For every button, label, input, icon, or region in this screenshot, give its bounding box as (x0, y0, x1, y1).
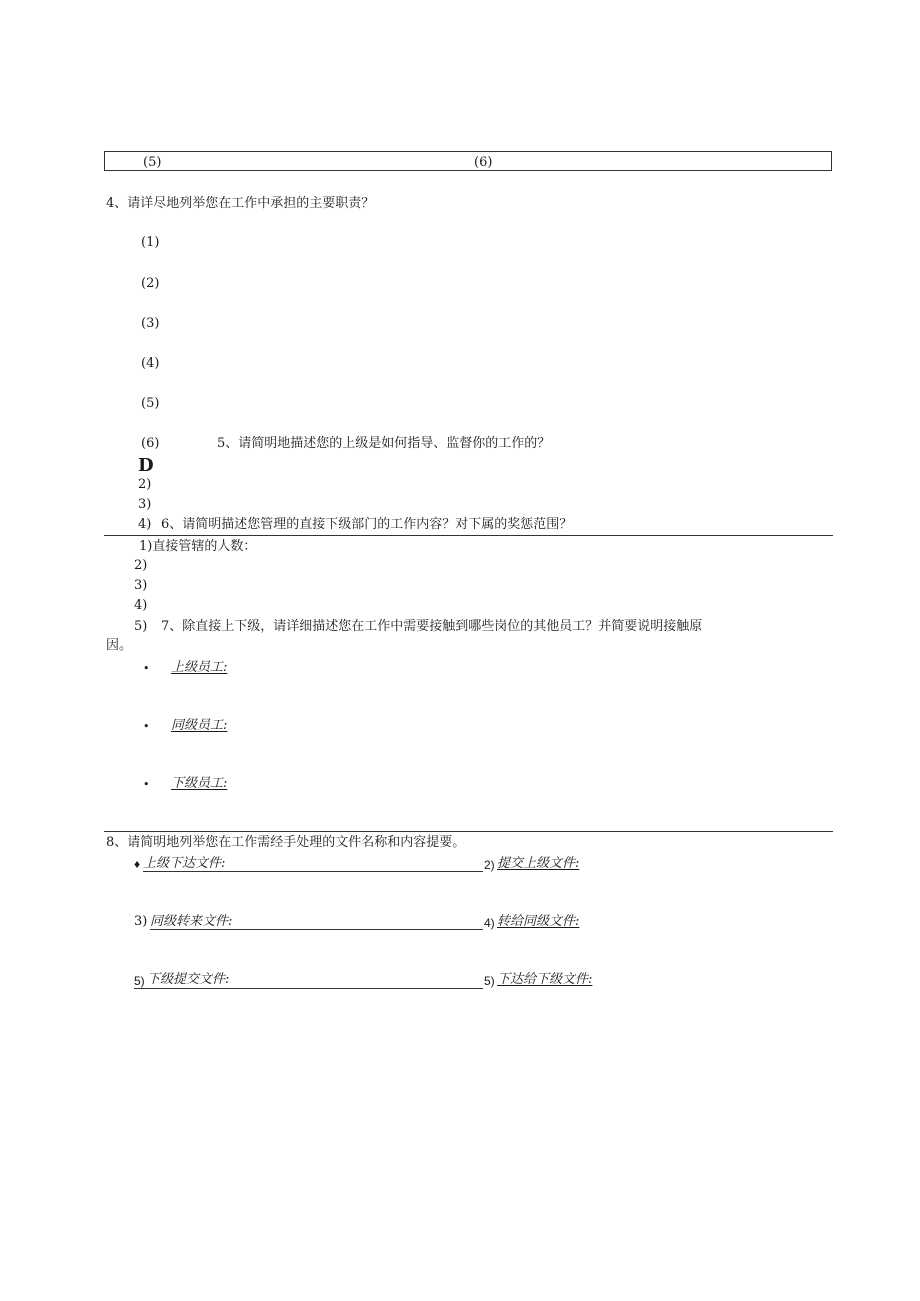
q5-title: 5、请简明地描述您的上级是如何指导、监督你的工作的？ (217, 436, 551, 451)
q6-item-5: 5) (134, 619, 148, 634)
q5-item-1: D (138, 455, 154, 476)
q4-item-1: (1) (141, 235, 160, 250)
q4-title: 4、请详尽地列举您在工作中承担的主要职责？ (106, 196, 375, 211)
q8-num-4: 4) (484, 916, 495, 930)
q8-label-5: 下级提交文件: (147, 972, 230, 987)
table-cell-6: (6) (474, 155, 493, 170)
q7-item-subordinate: 下级员工: (171, 776, 228, 791)
q8-label-4: 转给同级文件: (497, 914, 580, 929)
fill-in-line (150, 929, 483, 930)
fill-in-line (134, 988, 483, 989)
bullet-icon: • (143, 778, 150, 791)
q5-item-2: 2) (138, 477, 152, 492)
divider (104, 535, 833, 536)
q8-title: 8、请简明地列举您在工作需经手处理的文件名称和内容提要。 (106, 835, 466, 850)
q5-item-4: 4) (138, 517, 152, 532)
q8-num-2: 2) (484, 858, 495, 872)
q4-item-5: (5) (141, 396, 160, 411)
q8-label-2: 提交上级文件: (497, 856, 580, 871)
q4-item-3: (3) (141, 316, 160, 331)
divider (104, 831, 833, 832)
q7-item-superior: 上级员工: (171, 660, 228, 675)
q5-item-3: 3) (138, 497, 152, 512)
fill-in-line (143, 871, 483, 872)
q8-label-3: 同级转来文件: (150, 914, 233, 929)
q6-item-4: 4) (134, 598, 148, 613)
q8-num-6: 5) (484, 974, 495, 988)
table-row (104, 151, 832, 171)
bullet-icon: • (143, 662, 150, 675)
q8-label-1: 上级下达文件: (143, 856, 226, 871)
bullet-icon: • (143, 720, 150, 733)
q6-item-2: 2) (134, 558, 148, 573)
q8-num-3: 3) (134, 914, 148, 929)
q7-title-cont: 因。 (106, 638, 133, 653)
q4-item-6: (6) (141, 436, 160, 451)
q4-item-2: (2) (141, 276, 160, 291)
q6-item-1: 1)直接管辖的人数： (139, 539, 257, 554)
q4-item-4: (4) (141, 356, 160, 371)
q8-num-5: 5) (134, 974, 145, 988)
q8-num-1: ♦ (134, 857, 141, 871)
table-cell-5: (5) (143, 155, 162, 170)
q6-title: 6、请简明描述您管理的直接下级部门的工作内容？对下属的奖惩范围？ (161, 517, 573, 532)
q6-item-3: 3) (134, 578, 148, 593)
q7-title: 7、除直接上下级，请详细描述您在工作中需要接触到哪些岗位的其他员工？并简要说明接触原 (161, 619, 703, 634)
q7-item-peer: 同级员工: (171, 718, 228, 733)
q8-label-6: 下达给下级文件: (497, 972, 593, 987)
